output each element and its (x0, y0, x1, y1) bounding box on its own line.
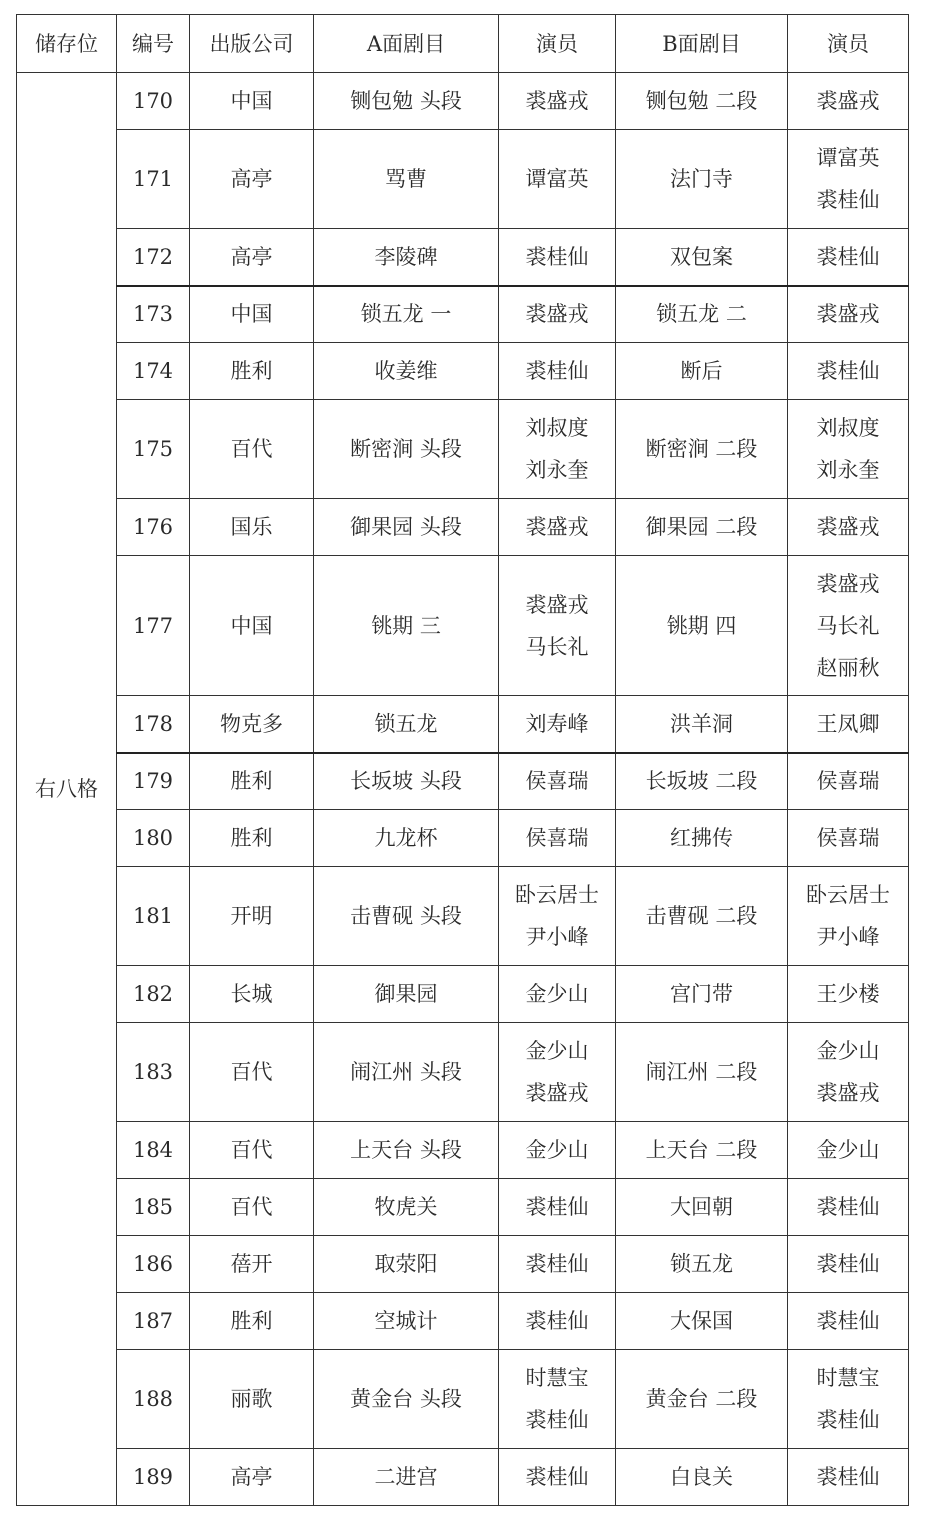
actor-name: 时慧宝 (525, 1366, 589, 1390)
actor-name: 侯喜瑞 (525, 826, 589, 850)
actor-name: 裘桂仙 (816, 244, 880, 269)
publisher-cell: 百代 (190, 1023, 314, 1122)
header-a-side-actors: 演员 (499, 15, 616, 73)
publisher-cell: 百代 (190, 1122, 314, 1179)
actor-name: 裘桂仙 (525, 1465, 589, 1489)
table-row (17, 696, 909, 753)
actor-name: 侯喜瑞 (816, 826, 880, 850)
a-side-actors-cell (499, 1350, 616, 1449)
publisher-cell: 胜利 (190, 810, 314, 867)
actor-name: 尹小峰 (816, 925, 880, 949)
b-side-title-cell: 锁五龙 (616, 1236, 788, 1293)
a-side-actors-cell (499, 1449, 616, 1506)
record-number-cell: 182 (117, 966, 190, 1023)
storage-location-cell: 右八格 (17, 73, 117, 1506)
table-row (17, 1023, 909, 1122)
actor-name: 裘盛戎 (525, 1081, 589, 1105)
a-side-title-cell: 铫期 三 (314, 556, 499, 696)
a-side-title-cell: 空城计 (314, 1293, 499, 1350)
a-side-title-cell: 长坂坡 头段 (314, 753, 499, 810)
publisher-cell: 百代 (190, 1179, 314, 1236)
a-side-actors-cell (499, 73, 616, 130)
publisher-cell: 长城 (190, 966, 314, 1023)
table-row (17, 1179, 909, 1236)
a-side-title-cell: 收姜维 (314, 343, 499, 400)
actor-name: 卧云居士 (515, 883, 599, 907)
header-storage: 储存位 (17, 15, 117, 73)
table-row (17, 400, 909, 499)
b-side-actors-cell (788, 966, 909, 1023)
a-side-title-cell: 李陵碑 (314, 229, 499, 286)
actor-name: 王少楼 (816, 982, 880, 1006)
publisher-cell: 中国 (190, 556, 314, 696)
a-side-title-cell: 闹江州 头段 (314, 1023, 499, 1122)
b-side-title-cell: 闹江州 二段 (616, 1023, 788, 1122)
b-side-actors-cell (788, 130, 909, 229)
a-side-actors-cell (499, 1236, 616, 1293)
b-side-title-cell: 宫门带 (616, 966, 788, 1023)
actor-name: 裘桂仙 (816, 1252, 880, 1276)
publisher-cell: 胜利 (190, 1293, 314, 1350)
b-side-title-cell: 大回朝 (616, 1179, 788, 1236)
header-number: 编号 (117, 15, 190, 73)
actor-name: 裘盛戎 (816, 1081, 880, 1105)
actor-name: 裘盛戎 (525, 592, 589, 617)
a-side-actors-cell (499, 1293, 616, 1350)
record-number-cell: 175 (117, 400, 190, 499)
actor-name: 裘桂仙 (816, 1408, 880, 1432)
b-side-actors-cell (788, 1350, 909, 1449)
record-number-cell: 171 (117, 130, 190, 229)
b-side-title-cell: 锁五龙 二 (616, 286, 788, 343)
table-row (17, 343, 909, 400)
actor-name: 刘寿峰 (525, 711, 589, 736)
actor-name: 裘盛戎 (816, 515, 880, 539)
b-side-title-cell: 击曹砚 二段 (616, 867, 788, 966)
a-side-actors-cell (499, 966, 616, 1023)
b-side-actors-cell (788, 499, 909, 556)
actor-name: 尹小峰 (525, 925, 589, 949)
actor-name: 裘桂仙 (816, 359, 880, 383)
a-side-title-cell: 击曹砚 头段 (314, 867, 499, 966)
a-side-title-cell: 骂曹 (314, 130, 499, 229)
b-side-actors-cell (788, 400, 909, 499)
actor-name: 裘桂仙 (816, 1465, 880, 1489)
table-row (17, 966, 909, 1023)
record-number-cell: 180 (117, 810, 190, 867)
a-side-title-cell: 上天台 头段 (314, 1122, 499, 1179)
publisher-cell: 高亭 (190, 130, 314, 229)
table-row (17, 753, 909, 810)
actor-name: 裘盛戎 (525, 89, 589, 113)
b-side-actors-cell (788, 1293, 909, 1350)
record-number-cell: 174 (117, 343, 190, 400)
b-side-title-cell: 断后 (616, 343, 788, 400)
table-row (17, 130, 909, 229)
header-row (17, 15, 909, 73)
actor-name: 刘叔度 (525, 416, 589, 440)
table-row (17, 810, 909, 867)
actor-name: 裘桂仙 (525, 1252, 589, 1276)
record-number-cell: 187 (117, 1293, 190, 1350)
a-side-actors-cell (499, 286, 616, 343)
a-side-title-cell: 御果园 (314, 966, 499, 1023)
actor-name: 金少山 (525, 1039, 589, 1063)
a-side-actors-cell (499, 130, 616, 229)
actor-name: 卧云居士 (806, 883, 890, 907)
actor-name: 裘盛戎 (816, 571, 880, 596)
table-row (17, 1122, 909, 1179)
record-number-cell: 183 (117, 1023, 190, 1122)
b-side-title-cell: 大保国 (616, 1293, 788, 1350)
a-side-title-cell: 御果园 头段 (314, 499, 499, 556)
a-side-actors-cell (499, 696, 616, 753)
b-side-actors-cell (788, 343, 909, 400)
header-b-side-title: B面剧目 (616, 15, 788, 73)
actor-name: 裘桂仙 (816, 1195, 880, 1219)
publisher-cell: 胜利 (190, 753, 314, 810)
b-side-title-cell: 双包案 (616, 229, 788, 286)
actor-name: 谭富英 (525, 167, 589, 191)
header-publisher: 出版公司 (190, 15, 314, 73)
a-side-title-cell: 二进宫 (314, 1449, 499, 1506)
actor-name: 刘永奎 (816, 458, 880, 482)
a-side-title-cell: 铡包勉 头段 (314, 73, 499, 130)
header-a-side-title: A面剧目 (314, 15, 499, 73)
a-side-title-cell: 九龙杯 (314, 810, 499, 867)
a-side-title-cell: 锁五龙 (314, 696, 499, 753)
table-row (17, 1293, 909, 1350)
b-side-actors-cell (788, 1236, 909, 1293)
actor-name: 裘桂仙 (816, 1309, 880, 1333)
actor-name: 侯喜瑞 (816, 769, 880, 794)
table-row (17, 1449, 909, 1506)
b-side-actors-cell (788, 1122, 909, 1179)
record-number-cell: 185 (117, 1179, 190, 1236)
actor-name: 金少山 (816, 1138, 880, 1162)
table-row (17, 867, 909, 966)
b-side-actors-cell (788, 696, 909, 753)
publisher-cell: 开明 (190, 867, 314, 966)
record-number-cell: 176 (117, 499, 190, 556)
actor-name: 裘盛戎 (525, 302, 589, 327)
table-row (17, 556, 909, 696)
publisher-cell: 物克多 (190, 696, 314, 753)
record-number-cell: 188 (117, 1350, 190, 1449)
actor-name: 裘桂仙 (525, 1408, 589, 1432)
b-side-title-cell: 上天台 二段 (616, 1122, 788, 1179)
a-side-actors-cell (499, 753, 616, 810)
b-side-actors-cell (788, 73, 909, 130)
actor-name: 时慧宝 (816, 1366, 880, 1390)
actor-name: 金少山 (525, 1138, 589, 1162)
actor-name: 马长礼 (816, 613, 880, 638)
actor-name: 谭富英 (816, 146, 880, 170)
a-side-actors-cell (499, 343, 616, 400)
a-side-title-cell: 牧虎关 (314, 1179, 499, 1236)
record-number-cell: 179 (117, 753, 190, 810)
actor-name: 裘桂仙 (816, 188, 880, 212)
publisher-cell: 胜利 (190, 343, 314, 400)
a-side-title-cell: 黄金台 头段 (314, 1350, 499, 1449)
a-side-actors-cell (499, 400, 616, 499)
actor-name: 刘叔度 (816, 416, 880, 440)
table-row (17, 1350, 909, 1449)
b-side-actors-cell (788, 229, 909, 286)
actor-name: 裘盛戎 (816, 89, 880, 113)
b-side-title-cell: 法门寺 (616, 130, 788, 229)
record-number-cell: 178 (117, 696, 190, 753)
actor-name: 裘桂仙 (525, 244, 589, 269)
record-number-cell: 189 (117, 1449, 190, 1506)
b-side-title-cell: 御果园 二段 (616, 499, 788, 556)
header-b-side-actors: 演员 (788, 15, 909, 73)
actor-name: 金少山 (525, 982, 589, 1006)
actor-name: 刘永奎 (525, 458, 589, 482)
table-row (17, 1236, 909, 1293)
publisher-cell: 中国 (190, 73, 314, 130)
b-side-title-cell: 红拂传 (616, 810, 788, 867)
b-side-title-cell: 白良关 (616, 1449, 788, 1506)
table-row (17, 286, 909, 343)
a-side-actors-cell (499, 229, 616, 286)
record-number-cell: 172 (117, 229, 190, 286)
actor-name: 裘桂仙 (525, 1195, 589, 1219)
a-side-actors-cell (499, 556, 616, 696)
a-side-title-cell: 取荥阳 (314, 1236, 499, 1293)
record-number-cell: 170 (117, 73, 190, 130)
publisher-cell: 蓓开 (190, 1236, 314, 1293)
record-number-cell: 184 (117, 1122, 190, 1179)
publisher-cell: 丽歌 (190, 1350, 314, 1449)
b-side-title-cell: 铫期 四 (616, 556, 788, 696)
a-side-actors-cell (499, 810, 616, 867)
publisher-cell: 高亭 (190, 1449, 314, 1506)
b-side-actors-cell (788, 1179, 909, 1236)
a-side-title-cell: 断密涧 头段 (314, 400, 499, 499)
b-side-title-cell: 铡包勉 二段 (616, 73, 788, 130)
a-side-actors-cell (499, 499, 616, 556)
record-number-cell: 181 (117, 867, 190, 966)
b-side-actors-cell (788, 1023, 909, 1122)
b-side-actors-cell (788, 810, 909, 867)
b-side-actors-cell (788, 556, 909, 696)
b-side-title-cell: 洪羊洞 (616, 696, 788, 753)
actor-name: 金少山 (816, 1039, 880, 1063)
b-side-actors-cell (788, 753, 909, 810)
actor-name: 王凤卿 (816, 711, 880, 736)
record-number-cell: 186 (117, 1236, 190, 1293)
b-side-actors-cell (788, 1449, 909, 1506)
b-side-title-cell: 长坂坡 二段 (616, 753, 788, 810)
actor-name: 裘桂仙 (525, 359, 589, 383)
actor-name: 裘盛戎 (525, 515, 589, 539)
a-side-actors-cell (499, 1023, 616, 1122)
table-body (17, 73, 909, 1506)
actor-name: 裘桂仙 (525, 1309, 589, 1333)
a-side-actors-cell (499, 867, 616, 966)
actor-name: 侯喜瑞 (525, 769, 589, 794)
a-side-actors-cell (499, 1179, 616, 1236)
record-number-cell: 177 (117, 556, 190, 696)
b-side-actors-cell (788, 867, 909, 966)
b-side-title-cell: 断密涧 二段 (616, 400, 788, 499)
actor-name: 马长礼 (525, 634, 589, 659)
record-number-cell: 173 (117, 286, 190, 343)
publisher-cell: 中国 (190, 286, 314, 343)
publisher-cell: 国乐 (190, 499, 314, 556)
actor-name: 赵丽秋 (816, 655, 880, 680)
b-side-actors-cell (788, 286, 909, 343)
table-row (17, 229, 909, 286)
publisher-cell: 百代 (190, 400, 314, 499)
table-row (17, 73, 909, 130)
record-catalog-table (16, 14, 909, 1506)
publisher-cell: 高亭 (190, 229, 314, 286)
b-side-title-cell: 黄金台 二段 (616, 1350, 788, 1449)
actor-name: 裘盛戎 (816, 302, 880, 327)
a-side-title-cell: 锁五龙 一 (314, 286, 499, 343)
a-side-actors-cell (499, 1122, 616, 1179)
table-row (17, 499, 909, 556)
